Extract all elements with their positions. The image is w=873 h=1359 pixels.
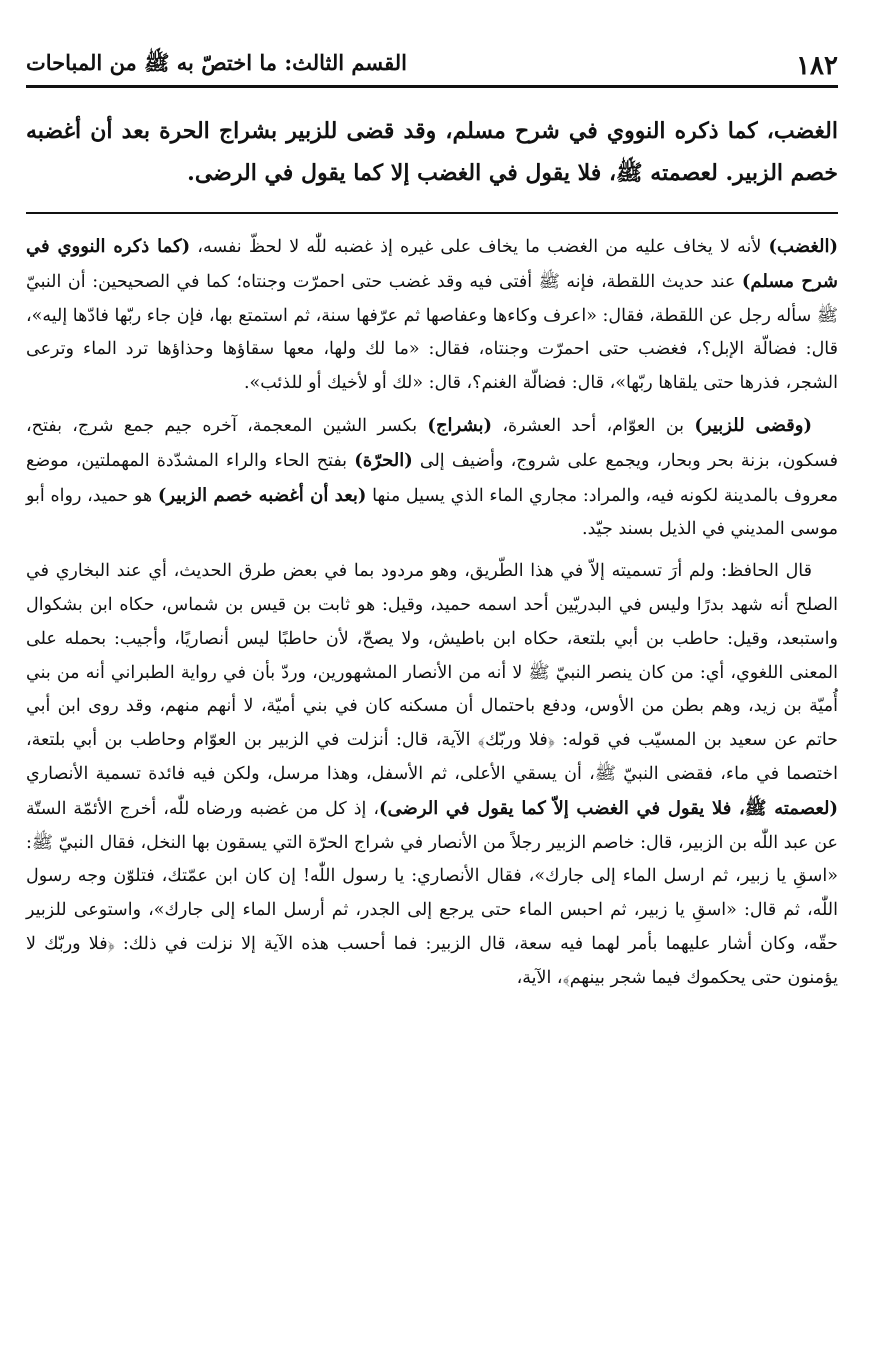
commentary-text: بكسر الشين المعجمة، آخره جيم جمع شرج، بفتح، فسكون، بزنة بحر وبحار، ويجمع على شروج، وأضيف إلى — [26, 415, 838, 471]
commentary-lemma: (كما ذكره النووي في شرح مسلم) — [26, 236, 838, 292]
commentary-paragraph-3 — [26, 555, 838, 995]
commentary-lemma: (وقضى للزبير) — [694, 414, 812, 436]
commentary-text: ، إذ كل من غضبه ورضاه للّٰه، أخرج الأئمّة الستّة عن عبد اللّٰه بن الزبير، قال: خاصم الزبير رجلاً من الأنصار في شراج الحرّة التي يسقون بها النخل، فقال النبيّ ﷺ: «اسقِ يا زبير، ثم ارسل الماء إلى جارك»، فقال الأنصاري: يا رسول اللّٰه! إن كان ابن عمّتك، فتلوّن وجه رسول اللّٰه، ثم قال: «اسقِ يا زبير، ثم احبس الماء حتى يرجع إلى الجدر، ثم أرسل الماء إلى جارك»، واستوعى للزبير حقّه، وكان أشار عليهما بأمر لهما فيه سعة، قال الزبير: فما أحسب هذه الآية إلا نزلت في ذلك: ﴿فلا وربّك لا يؤمنون حتى يحكموك فيما شجر بينهم﴾، الآية، — [26, 798, 838, 988]
commentary-text: عند حديث اللقطة، فإنه ﷺ أفتى فيه وقد غضب حتى احمرّت وجنتاه؛ كما في الصحيحين: أن النبيّ ﷺ سأله رجل عن اللقطة، فقال: «اعرف وكاءها وعفاصها ثم عرّفها سنة، ثم استمتع بها، فإن جاء ربّها فادّها إليه»، قال: فضالّة الإبل؟، فغضب حتى احمرّت وجنتاه، فقال: «ما لك ولها، معها سقاؤها وحذاؤها ترد الماء وترعى الشجر، فذرها حتى يلقاها ربّها»، قال: فضالّة الغنم؟، قال: «لك أو لأخيك أو للذئب». — [26, 271, 838, 394]
commentary — [26, 230, 838, 996]
commentary-paragraph-1 — [26, 230, 838, 401]
commentary-paragraph-2 — [26, 409, 838, 547]
commentary-text: بن العوّام، أحد العشرة، — [492, 415, 695, 436]
footnote-separator — [26, 212, 838, 214]
running-title: القسم الثالث: ما اختصّ به ﷺ من المباحات — [26, 50, 407, 75]
commentary-lemma: (بشراج) — [427, 414, 493, 436]
commentary-lemma: (لعصمته ﷺ، فلا يقول في الغضب إلاّ كما يقول في الرضى) — [379, 797, 838, 819]
commentary-lemma: (الحرّة) — [354, 449, 413, 471]
commentary-text: هو حميد، رواه أبو موسى المديني في الذيل بسند جيّد. — [26, 485, 838, 540]
commentary-text: بفتح الحاء والراء المشدّدة المهملتين، موضع معروف بالمدينة لكونه فيه، والمراد: مجاري الماء الذي يسيل منها — [26, 450, 838, 506]
commentary-lemma: (بعد أن أغضبه خصم الزبير) — [157, 484, 367, 506]
page-number: ١٨٢ — [796, 51, 838, 81]
main-text-paragraph: الغضب، كما ذكره النووي في شرح مسلم، وقد قضى للزبير بشراج الحرة بعد أن أغضبه خصم الزبير. لعصمته ﷺ، فلا يقول في الغضب إلا كما يقول في الرضى. — [26, 118, 838, 186]
page — [26, 40, 838, 1339]
commentary-text: قال الحافظ: ولم أرَ تسميته إلاّ في هذا الطّريق، وهو مردود بما في بعض طرق الحديث، أي عند البخاري في الصلح أنه شهد بدرًا وليس في البدريّين أحد اسمه حميد، وقيل: هو ثابت بن قيس بن شماس، حكاه ابن بشكوال واستبعد، وقيل: حاطب بن أبي بلتعة، حكاه ابن باطيش، ولا يصحّ، لأن حاطبًا ليس أنصاريًا، وأجيب: بحمله على المعنى اللغوي، أي: من كان ينصر النبيّ ﷺ لا أنه من الأنصار المشهورين، وردّ بأن في رواية الطبراني أنه من بني أُميّة بن زيد، وهم بطن من الأوس، ودفع باحتمال أن مسكنه كان في بني أميّة، لا أنهم منهم، وقد روى ابن أبي حاتم عن سعيد بن المسيّب في قوله: ﴿فلا وربّك﴾ الآية، قال: أنزلت في الزبير بن العوّام وحاطب بن أبي بلتعة، اختصما في ماء، فقضى النبيّ ﷺ، أن يسقي الأعلى، ثم الأسفل، وهذا مرسل، ولكن فيه فائدة تسمية الأنصاري — [26, 561, 838, 784]
page-header — [26, 40, 838, 88]
commentary-text: لأنه لا يخاف عليه من الغضب ما يخاف على غيره إذ غضبه للّٰه لا لحظّ نفسه، — [190, 237, 769, 257]
main-text — [26, 110, 838, 194]
commentary-lemma: (الغضب) — [768, 236, 839, 257]
